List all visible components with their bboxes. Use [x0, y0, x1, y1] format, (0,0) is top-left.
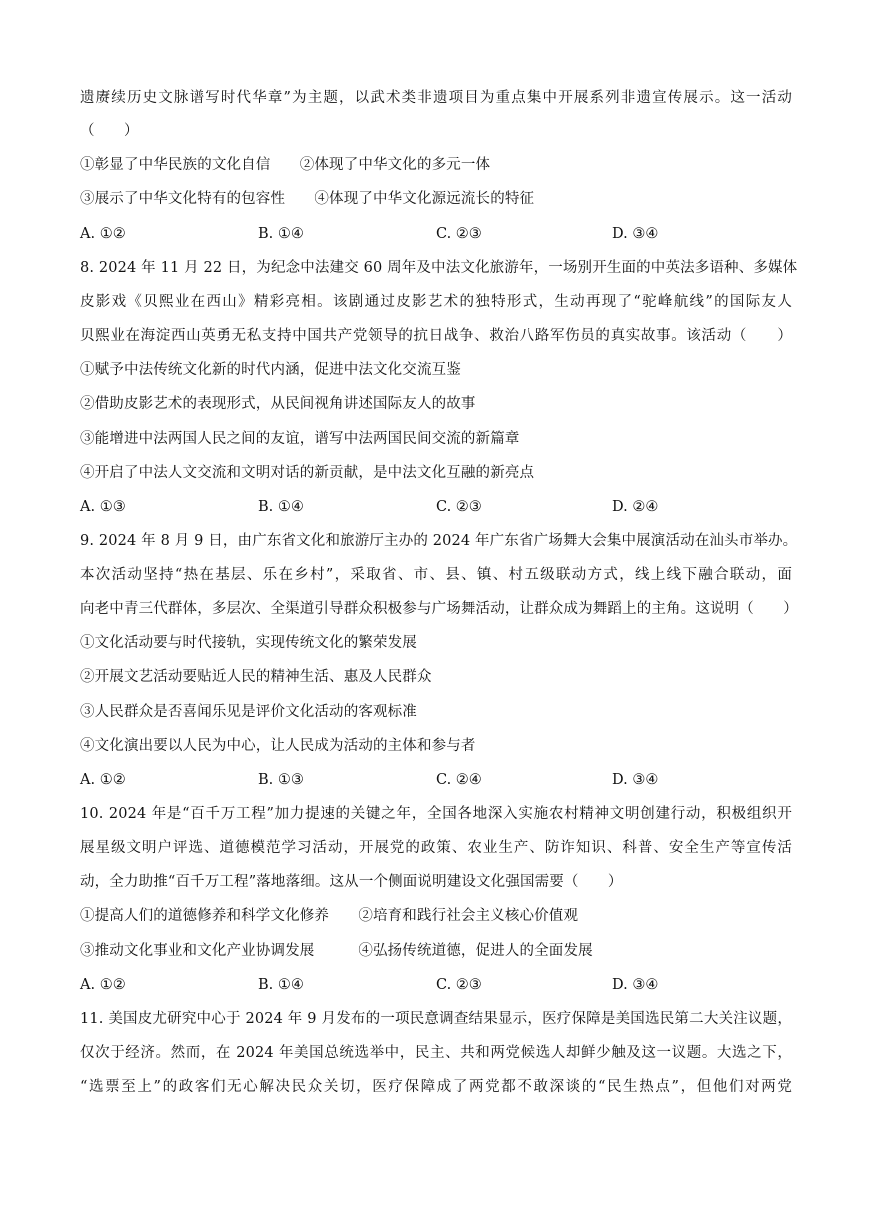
q9-option-a: A. ①② — [80, 772, 126, 788]
q7-option-c: C. ②③ — [436, 226, 482, 242]
q7-option-b: B. ①④ — [258, 226, 304, 242]
q9-stem-line-2: 本次活动坚持“热在基层、乐在乡村”，采取省、市、县、镇、村五级联动方式，线上线下融合联动，面 — [80, 567, 792, 583]
q8-stem-line-3: 贝熙业在海淀西山英勇无私支持中国共产党领导的抗日战争、救治八路军伤员的真实故事。该活动（ ） — [80, 328, 792, 344]
q9-options — [80, 770, 800, 790]
q7-option-d: D. ③④ — [612, 226, 659, 242]
q10-option-d: D. ③④ — [612, 977, 659, 993]
q11-stem-line-3: “选票至上”的政客们无心解决民众关切，医疗保障成了两党都不敢深谈的“民生热点”，但他们对两党 — [80, 1079, 792, 1095]
q10-statement-1: ①提高人们的道德修养和科学文化修养 ②培育和践行社会主义核心价值观 — [80, 908, 579, 924]
q8-option-b: B. ①④ — [258, 499, 304, 515]
q11-stem-line-2: 仅次于经济。然而，在 2024 年美国总统选举中，民主、共和两党候选人却鲜少触及这一议题。大选之下， — [80, 1045, 792, 1061]
q9-statement-2: ②开展文艺活动要贴近人民的精神生活、惠及人民群众 — [80, 669, 432, 685]
q10-stem-line-1: 10. 2024 年是“百千万工程”加力提速的关键之年，全国各地深入实施农村精神文明创建行动，积极组织开 — [80, 806, 792, 822]
q10-option-b: B. ①④ — [258, 977, 304, 993]
q8-option-a: A. ①③ — [80, 499, 126, 515]
q10-option-a: A. ①② — [80, 977, 126, 993]
q10-option-c: C. ②③ — [436, 977, 482, 993]
q10-statement-2: ③推动文化事业和文化产业协调发展 ④弘扬传统道德，促进人的全面发展 — [80, 943, 593, 959]
q7-answer-bracket: （ ） — [80, 123, 139, 139]
q9-statement-3: ③人民群众是否喜闻乐见是评价文化活动的客观标准 — [80, 704, 417, 720]
q7-options — [80, 224, 800, 244]
q7-option-a: A. ①② — [80, 226, 126, 242]
q8-statement-4: ④开启了中法人文交流和文明对话的新贡献，是中法文化互融的新亮点 — [80, 465, 535, 481]
q10-options — [80, 975, 800, 995]
q9-stem-line-1: 9. 2024 年 8 月 9 日，由广东省文化和旅游厅主办的 2024 年广东省广场舞大会集中展演活动在汕头市举办。 — [80, 533, 798, 549]
q8-statement-1: ①赋予中法传统文化新的时代内涵，促进中法文化交流互鉴 — [80, 362, 461, 378]
q8-stem-line-2: 皮影戏《贝熙业在西山》精彩亮相。该剧通过皮影艺术的独特形式，生动再现了“驼峰航线”的国际友人 — [80, 294, 792, 310]
q8-statement-3: ③能增进中法两国人民之间的友谊，谱写中法两国民间交流的新篇章 — [80, 431, 520, 447]
q7-statement-2: ③展示了中华文化特有的包容性 ④体现了中华文化源远流长的特征 — [80, 191, 535, 207]
q11-stem-line-1: 11. 美国皮尤研究中心于 2024 年 9 月发布的一项民意调查结果显示，医疗保障是美国选民第二大关注议题， — [80, 1011, 792, 1027]
q9-statement-1: ①文化活动要与时代接轨，实现传统文化的繁荣发展 — [80, 635, 417, 651]
q9-statement-4: ④文化演出要以人民为中心，让人民成为活动的主体和参与者 — [80, 738, 476, 754]
q9-option-b: B. ①③ — [258, 772, 304, 788]
q7-statement-1: ①彰显了中华民族的文化自信 ②体现了中华文化的多元一体 — [80, 157, 491, 173]
q9-option-c: C. ②④ — [436, 772, 482, 788]
q8-option-d: D. ②④ — [612, 499, 659, 515]
q8-option-c: C. ②③ — [436, 499, 482, 515]
q10-stem-line-3: 动，全力助推“百千万工程”落地落细。这从一个侧面说明建设文化强国需要（ ） — [80, 874, 623, 890]
q8-stem-line-1: 8. 2024 年 11 月 22 日，为纪念中法建交 60 周年及中法文化旅游年，一场别开生面的中英法多语种、多媒体 — [80, 260, 798, 276]
q10-stem-line-2: 展星级文明户评选、道德模范学习活动，开展党的政策、农业生产、防诈知识、科普、安全生产等宣传活 — [80, 840, 792, 856]
q9-stem-line-3: 向老中青三代群体，多层次、全渠道引导群众积极参与广场舞活动，让群众成为舞蹈上的主角。这说明（ ） — [80, 601, 798, 617]
q8-options — [80, 497, 800, 517]
q8-statement-2: ②借助皮影艺术的表现形式，从民间视角讲述国际友人的故事 — [80, 396, 476, 412]
q9-option-d: D. ③④ — [612, 772, 659, 788]
q7-stem-line-1: 遗赓续历史文脉谱写时代华章”为主题，以武术类非遗项目为重点集中开展系列非遗宣传展示。这一活动 — [80, 90, 792, 106]
